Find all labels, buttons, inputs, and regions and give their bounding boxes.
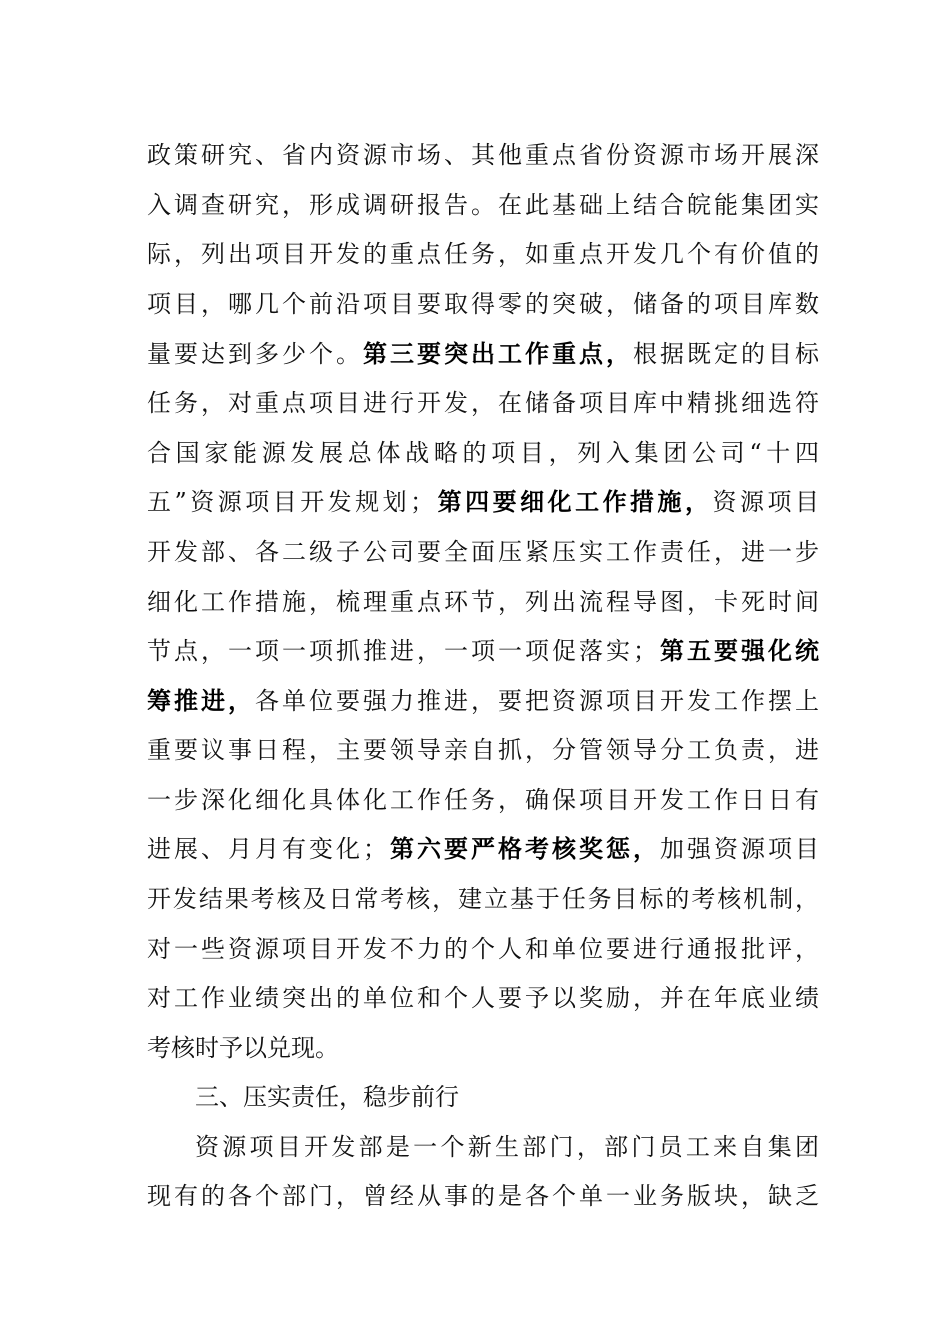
line-text: 五”资源项目开发规划； [147,488,435,516]
body-line: 入调查研究，形成调研报告。在此基础上结合皖能集团实 [147,191,819,219]
bold-key-point: 第五要强化统 [657,637,819,665]
body-line: 现有的各个部门，曾经从事的是各个单一业务版块，缺乏 [147,1182,819,1210]
body-line: 项目，哪几个前沿项目要取得零的突破，储备的项目库数 [147,290,819,318]
body-line: 对一些资源项目开发不力的个人和单位要进行通报批评， [147,935,819,963]
section-heading: 三、压实责任，稳步前行 [195,1083,459,1111]
body-line [147,686,819,716]
bold-key-point: 第六要严格考核奖惩， [387,835,660,863]
line-text: 资源项目 [712,488,819,516]
body-line [147,487,819,517]
bold-key-point: 第四要细化工作措施， [434,488,713,516]
body-line: 资源项目开发部是一个新生部门，部门员工来自集团 [195,1133,819,1161]
body-line [147,636,819,666]
body-line: 细化工作措施，梳理重点环节，列出流程导图，卡死时间 [147,588,819,616]
body-line: 际，列出项目开发的重点任务，如重点开发几个有价值的 [147,240,819,268]
body-line [147,834,819,864]
body-line [147,339,819,369]
body-line: 对工作业绩突出的单位和个人要予以奖励，并在年底业绩 [147,984,819,1012]
body-line: 开发结果考核及日常考核，建立基于任务目标的考核机制， [147,885,819,913]
body-line: 合国家能源发展总体战略的项目，列入集团公司“十四 [147,439,819,467]
line-text: 量要达到多少个。 [147,340,363,368]
body-line: 考核时予以兑现。 [147,1034,339,1062]
body-line: 开发部、各二级子公司要全面压紧压实工作责任，进一步 [147,538,819,566]
bold-key-point: 第三要突出工作重点， [363,340,633,368]
body-line: 一步深化细化具体化工作任务，确保项目开发工作日日有 [147,786,819,814]
line-text: 节点，一项一项抓推进，一项一项促落实； [147,637,657,665]
body-line: 政策研究、省内资源市场、其他重点省份资源市场开展深 [147,141,819,169]
line-text: 根据既定的目标 [633,340,819,368]
line-text: 进展、月月有变化； [147,835,387,863]
body-line: 任务，对重点项目进行开发，在储备项目库中精挑细选符 [147,389,819,417]
body-line: 重要议事日程，主要领导亲自抓，分管领导分工负责，进 [147,736,819,764]
line-text: 加强资源项目 [660,835,819,863]
line-text: 各单位要强力推进，要把资源项目开发工作摆上 [255,687,819,715]
bold-key-point: 筹推进， [147,687,255,715]
